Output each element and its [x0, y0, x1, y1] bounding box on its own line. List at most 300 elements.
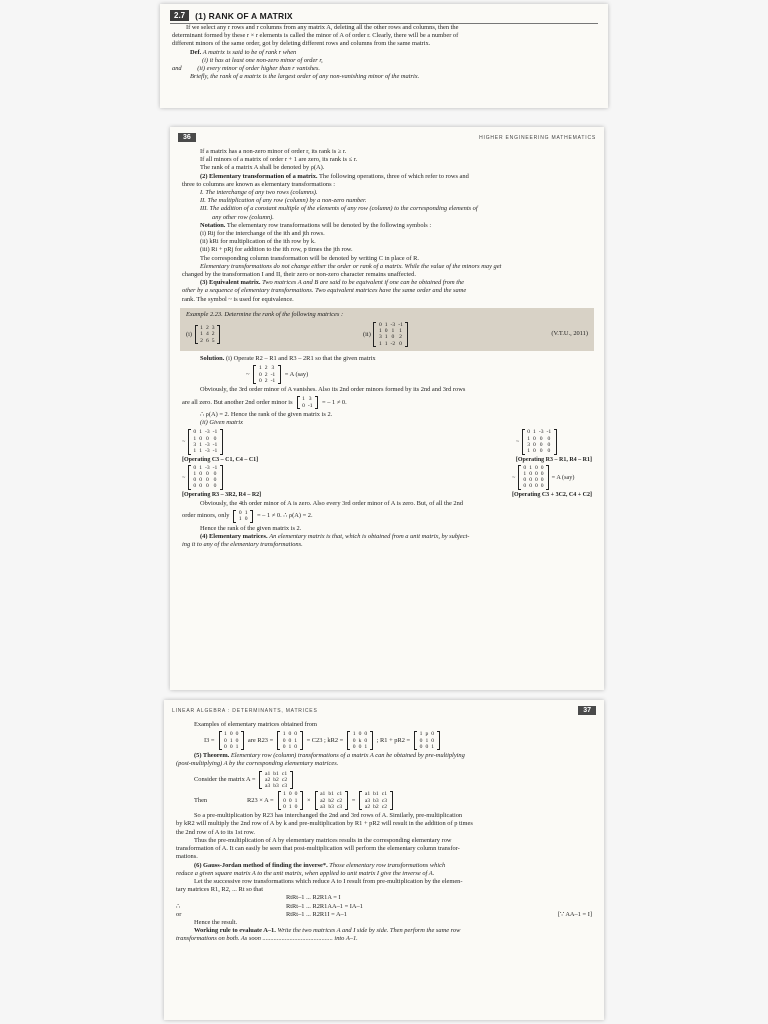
matrix-entry: 1	[199, 441, 202, 448]
part-ii-steps-1	[182, 429, 592, 462]
matrix-entry: b1	[373, 791, 379, 798]
matrix-entry: 0	[213, 435, 217, 442]
matrix-entry: 0	[213, 477, 217, 484]
ex-ii	[363, 322, 409, 347]
matrix-entry: 0	[529, 470, 532, 477]
matrix-ii	[373, 322, 408, 347]
matrix-grid	[263, 771, 288, 790]
wr-text: Write the two matrices A and I side by side. Then perform the same row	[277, 927, 461, 935]
matrix-entry: 3	[271, 365, 275, 372]
matrix-entry: 0	[419, 737, 423, 744]
examples-intro: Examples of elementary matrices obtained from	[194, 721, 317, 728]
matrix-entry: 1	[238, 516, 242, 523]
matrix-bracket-left	[518, 465, 521, 490]
matrix-row	[351, 738, 368, 744]
matrix-bracket-left	[359, 791, 362, 810]
matrix-entry: p	[425, 731, 429, 738]
eq3: RtRt–1 ... R2R1I = A–1	[286, 910, 347, 918]
op-note: [Operating C3 – C1, C4 – C1]	[182, 456, 259, 463]
matrix-entry: 0	[535, 470, 538, 477]
matrix-entry: 0	[535, 464, 538, 471]
matrix-entry: 0	[224, 743, 227, 750]
matrix-entry: 4	[205, 331, 209, 338]
eq1: RtRt–1 ... R2R1A = I	[286, 894, 341, 902]
matrix-entry: 0	[352, 737, 356, 744]
thus-line: mations.	[176, 853, 198, 861]
notation-para	[182, 222, 592, 230]
minor-ii-line	[182, 510, 592, 523]
matrix-entry: 0	[199, 435, 202, 442]
matrix-entry: 0	[540, 483, 544, 490]
matrix-entry: -2	[390, 340, 396, 347]
matrix-entry: 0	[288, 731, 292, 738]
matrix-entry: 0	[205, 470, 209, 477]
matrix-entry: 1	[364, 743, 368, 750]
matrix-entry: a3	[264, 783, 271, 790]
matrix-entry: 1	[523, 470, 527, 477]
matrix-row	[418, 744, 435, 750]
matrix-bracket-left	[278, 791, 281, 810]
rho-line: ∴ ρ(A) = 2. Hence the rank of the given matrix is 2.	[200, 410, 333, 418]
matrix-entry: 0	[288, 791, 292, 798]
matrix-bracket-right	[220, 465, 223, 490]
matrix-bracket-right	[217, 325, 220, 344]
matrix-entry: 0	[258, 377, 262, 384]
are-label: are R23 =	[247, 736, 274, 744]
equiv-text-2: other by a sequence of elementary transformations. Two equivalent matrices have the same order and the same	[182, 287, 467, 295]
matrix-entry: -3	[390, 321, 396, 328]
gauss-jordan-para	[176, 862, 592, 870]
matrix-row	[351, 731, 368, 737]
matrix-entry: 1	[224, 731, 227, 738]
matrix-entry: 0	[533, 435, 536, 442]
matrix-entry: 1	[384, 340, 388, 347]
matrix-entry: b2	[373, 803, 379, 810]
matrix-entry: -3	[205, 429, 210, 436]
op-note: [Operating R3 – R1, R4 – R1]	[515, 456, 592, 463]
definition-line	[172, 49, 596, 57]
matrix-entry: b2	[328, 797, 334, 804]
matrix-row	[363, 804, 388, 810]
matrix-entry: 1	[199, 464, 202, 471]
matrix-entry: 1	[419, 731, 423, 738]
matrix-entry: c2	[336, 797, 343, 804]
eq2-line	[176, 903, 592, 911]
matrix-entry: 2	[264, 371, 268, 378]
matrix-entry: 2	[399, 334, 402, 341]
matrix-step-1	[188, 429, 223, 454]
minor-ii-eq: = – 1 ≠ 0. ∴ ρ(A) = 2.	[256, 512, 313, 520]
matrix-entry: 2	[211, 331, 215, 338]
matrix-entry: 0	[535, 483, 538, 490]
example-matrices-row	[186, 322, 588, 347]
example-source: (V.T.U., 2011)	[551, 330, 588, 338]
matrix-entry: 0	[364, 731, 368, 738]
matrix-entry: 0	[258, 371, 262, 378]
matrix-entry: 1	[533, 429, 536, 436]
notation-item: (iii) Ri + pRj for addition to the ith row, p times the jth row.	[200, 246, 353, 254]
matrix-row	[263, 783, 288, 789]
matrix-entry: -1	[212, 441, 218, 448]
theorem-para	[176, 752, 592, 760]
matrix-entry: 0	[238, 509, 242, 516]
c23-label: = C23 ; kR2 =	[306, 736, 344, 744]
step-1: ~ 0 1 -3 -1 1 0 0 0 3 1 -3 -1 1 1 -3 -1 [Operating C3 – C1, C4 – C1]	[182, 429, 259, 463]
matrix-entry: 1	[283, 791, 286, 798]
matrix-entry: 0	[199, 477, 202, 484]
matrix-entry: c1	[336, 791, 343, 798]
matrix-row	[526, 429, 553, 435]
matrix-entry: 0	[547, 435, 551, 442]
eq3-line	[176, 911, 592, 919]
matrix-row	[363, 791, 388, 797]
section-title: (1) RANK OF A MATRIX	[195, 10, 293, 21]
obviously-line-2: are all zero. But another 2nd order minor is	[182, 398, 293, 406]
matrix-bracket-left	[188, 429, 191, 454]
matrix-i	[195, 325, 220, 344]
matrix-bracket-right	[554, 429, 557, 454]
matrix-entry: 1	[529, 464, 532, 471]
matrix-row	[257, 365, 276, 371]
matrix-bracket-right	[390, 791, 393, 810]
matrix-entry: 0	[229, 731, 233, 738]
matrix-row	[377, 334, 404, 340]
paragraph-line: If we select any r rows and r columns from any matrix A, deleting all the other rows and columns, then the	[186, 24, 459, 31]
matrix-grid	[199, 325, 216, 344]
matrix-entry: a2	[364, 803, 371, 810]
matrix-entry: b1	[273, 770, 279, 777]
matrix-entry: 1	[527, 448, 531, 455]
matrix-entry: 3	[527, 441, 531, 448]
matrix-row	[257, 372, 276, 378]
matrix-entry: -3	[205, 448, 210, 455]
matrix-entry: 3	[378, 334, 382, 341]
i3-label: I3 =	[204, 736, 215, 744]
section-heading	[170, 10, 598, 21]
matrix-entry: -3	[205, 464, 210, 471]
matrix-entry: 0	[431, 731, 435, 738]
matrix-entry: 1	[193, 448, 197, 455]
matrix-row	[192, 465, 219, 471]
op-item: I. The interchange of any two rows (columns).	[200, 189, 318, 197]
minor-eq: = – 1 ≠ 0.	[322, 398, 347, 406]
matrix-entry: 0	[358, 731, 362, 738]
matrix-entry: c3	[336, 803, 343, 810]
matrix-step-3	[188, 465, 223, 490]
therefore: ∴	[176, 902, 181, 910]
matrix-entry: 6	[205, 337, 209, 344]
matrix-entry: -1	[398, 321, 403, 328]
matrix-row	[282, 791, 299, 797]
matrix-grid	[257, 365, 276, 384]
matrix-bracket-right	[220, 429, 223, 454]
matrix-entry: a2	[264, 776, 271, 783]
matrix-entry: 1	[244, 509, 248, 516]
matrix-entry: a1	[364, 791, 371, 798]
elementary-examples-row	[204, 731, 592, 750]
matrix-row	[282, 804, 299, 810]
ex-i	[186, 325, 221, 344]
matrix-r23	[277, 731, 302, 750]
matrix-entry: 0	[399, 340, 402, 347]
op-item: II. The multiplication of any row (column) by a non-zero number.	[200, 197, 367, 205]
matrix-grid	[237, 510, 249, 523]
def-item-i: (i) it has at least one non-zero minor of order r,	[202, 56, 323, 64]
matrix-bracket-right	[290, 771, 293, 790]
minor-2x2	[297, 396, 318, 409]
matrix-entry: 0	[288, 797, 292, 804]
matrix-entry: 0	[539, 435, 543, 442]
op-item: any other row (column).	[212, 213, 274, 221]
step-2: ~ 0 1 -3 -1 1 0 0 0 3 0 0 0 1 0 0 0 [Operating R3 – R1, R4 – R1]	[515, 429, 592, 463]
matrix-entry: 0	[523, 483, 527, 490]
matrix-grid	[192, 465, 219, 490]
matrix-entry: 0	[229, 743, 233, 750]
matrix-entry: 0	[199, 483, 202, 490]
matrix-kr2	[347, 731, 372, 750]
matrix-row	[192, 436, 219, 442]
matrix-row	[281, 731, 298, 737]
matrix-bracket-right	[300, 791, 303, 810]
equation-a: ~ 1 2 3 0 2 -1 0 2 -1 = A (say)	[246, 365, 309, 384]
matrix-row	[281, 738, 298, 744]
obviously-line: Obviously, the 3rd order minor of A vanishes. Also its 2nd order minors formed by its 2nd and 3rd rows	[200, 386, 466, 394]
matrix-row	[192, 429, 219, 435]
matrix-grid	[281, 731, 298, 750]
matrix-entry: 0	[288, 737, 292, 744]
matrix-row	[223, 731, 240, 737]
matrix-entry: 0	[547, 448, 551, 455]
def-label: Def.	[190, 48, 202, 56]
matrix-bracket-right	[437, 731, 440, 750]
matrix-bracket-right	[546, 465, 549, 490]
matrix-row	[377, 341, 404, 347]
ex-ii-label: (ii)	[363, 330, 371, 338]
matrix-row	[522, 483, 545, 489]
matrix-bracket-left	[373, 322, 376, 347]
part-ii-label: (ii) Given matrix	[200, 419, 243, 427]
equiv-text: Two matrices A and B are said to be equivalent if one can be obtained from the	[262, 279, 465, 287]
rank-line: If a matrix has a non-zero minor of order r, its rank is ≥ r.	[200, 148, 347, 155]
matrix-entry: 0	[384, 328, 388, 335]
matrix-entry: 0	[527, 429, 531, 436]
thm-head: (5) Theorem.	[194, 752, 230, 760]
matrix-entry: 0	[213, 483, 217, 490]
matrix-entry: 0	[205, 435, 209, 442]
matrix-step-2	[522, 429, 557, 454]
running-head-text: HIGHER ENGINEERING MATHEMATICS	[479, 134, 596, 141]
matrix-entry: c2	[281, 776, 288, 783]
matrix-bracket-left	[522, 429, 525, 454]
matrix-entry: 0	[235, 731, 239, 738]
matrix-entry: a3	[364, 797, 371, 804]
running-header	[178, 133, 596, 142]
matrix-row	[281, 744, 298, 750]
elem-note: changed by the transformation I and II, their zero or non-zero character remains unaffected.	[182, 271, 416, 279]
matrix-bracket-left	[188, 465, 191, 490]
matrix-entry: 1	[288, 743, 292, 750]
matrix-entry: k	[358, 737, 362, 744]
eq-a2: = A (say)	[551, 473, 575, 481]
matrix-grid	[526, 429, 553, 454]
thus-line: Thus the pre-multiplication of A by elementary matrices results in the corresponding elementary row	[194, 836, 452, 844]
matrix-entry: 3	[211, 325, 215, 331]
matrix-entry: 0	[529, 483, 532, 490]
gj-text-2: reduce a given square matrix A to the unit matrix, when applied to unit matrix I give the inverse of A.	[176, 869, 435, 877]
matrix-entry: 0	[193, 477, 197, 484]
gj-text-3: Let the successive row transformations which reduce A to I result from pre-multiplication by the elemen-	[194, 877, 463, 885]
matrix-entry: 1	[431, 743, 435, 750]
matrix-grid	[192, 429, 219, 454]
matrix-bracket-right	[278, 365, 281, 384]
op-note: [Operating C3 + 3C2, C4 + C2]	[512, 491, 592, 498]
matrix-entry: 1	[200, 325, 203, 331]
eq-a: = A (say)	[284, 370, 309, 378]
matrix-entry: 1	[384, 334, 388, 341]
matrix-entry: c1	[381, 791, 387, 798]
matrix-entry: -1	[546, 429, 552, 436]
r23a-label: R23 × A =	[247, 796, 274, 804]
matrix-entry: 0	[540, 470, 544, 477]
matrix-result	[359, 791, 392, 810]
ex-i-label: (i)	[186, 330, 193, 338]
matrix-entry: 0	[294, 803, 298, 810]
matrix-r1pr2	[414, 731, 439, 750]
matrix-entry: 0	[193, 483, 197, 490]
solution-text: (i) Operate R2 – R1 and R3 – 2R1 so that the given matrix	[225, 355, 376, 363]
thus-line: transformation of A. It can easily be seen that post-multiplication will perform the elementary column transfor-	[176, 845, 460, 853]
op-item: III. The addition of a constant multiple of the elements of any row (column) to the corresponding elements of	[200, 205, 478, 213]
equiv-head: (3) Equivalent matrix.	[200, 279, 261, 287]
matrix-bracket-left	[259, 771, 262, 790]
matrix-entry: 0	[425, 743, 429, 750]
elem-head: (2) Elementary transformation of a matrix.	[200, 172, 318, 180]
paragraph-line: different minors of the same order, got by deleting different rows and columns from the same matrix.	[172, 40, 431, 48]
notation-text: The elementary row transformations will be denoted by the following symbols :	[226, 221, 432, 229]
matrix-entry: 1	[399, 328, 402, 335]
matrix-entry: 1	[384, 321, 388, 328]
notation-label: Notation.	[200, 221, 226, 229]
matrix-entry: 0	[213, 470, 217, 477]
matrix-entry: 0	[302, 402, 305, 409]
matrix-row	[301, 403, 314, 409]
matrix-entry: -3	[205, 441, 210, 448]
matrix-entry: 0	[244, 516, 248, 523]
part-ii-steps-2	[182, 465, 592, 498]
eq2: RtRt–1 ... R2R1AA–1 = IA–1	[286, 902, 363, 910]
matrix-entry: c1	[281, 770, 288, 777]
matrix-entry: b3	[373, 797, 379, 804]
hence-result: Hence the result.	[194, 918, 238, 926]
matrix-entry: 1	[229, 737, 233, 744]
matrix-entry: b2	[273, 776, 279, 783]
matrix-grid	[418, 731, 435, 750]
matrix-row	[192, 483, 219, 489]
thm-text: Elementary row (column) transformations of a matrix A can be obtained by pre-multiplying	[230, 752, 465, 760]
matrix-entry: 0	[539, 441, 543, 448]
matrix-row	[192, 448, 219, 454]
matrix-entry: 0	[358, 743, 362, 750]
elementary-matrices-para	[182, 533, 592, 541]
then-line	[194, 791, 592, 810]
solution-line	[182, 355, 592, 363]
matrix-row	[319, 791, 344, 797]
rank-line: If all minors of a matrix of order r + 1 are zero, its rank is ≤ r.	[200, 156, 358, 164]
matrix-entry: 1	[199, 448, 202, 455]
matrix-row	[418, 731, 435, 737]
def-item-ii-text: (ii) every minor of order higher than r vanishes.	[197, 65, 320, 73]
matrix-entry: 3	[308, 396, 312, 403]
elem-text: The following operations, three of which refer to rows and	[318, 172, 469, 180]
example-box	[180, 308, 594, 351]
matrix-r23-b	[278, 791, 303, 810]
matrix-entry: -1	[270, 371, 276, 378]
matrix-entry: 1	[282, 731, 286, 738]
equals-sign: =	[351, 796, 356, 804]
solution-label: Solution.	[200, 355, 225, 363]
matrix-bracket-right	[300, 731, 303, 750]
matrix-entry: 1	[199, 429, 202, 436]
matrix-entry: 0	[294, 731, 298, 738]
matrix-entry: 1	[294, 737, 298, 744]
matrix-entry: 0	[282, 737, 286, 744]
consider-line	[194, 771, 592, 790]
matrix-entry: a1	[264, 770, 271, 777]
equivalent-matrix-para	[182, 279, 592, 287]
matrix-entry: 0	[224, 737, 227, 744]
matrix-grid	[377, 322, 404, 347]
page-36	[170, 127, 604, 690]
order-minors: order minors, only	[182, 512, 230, 520]
matrix-entry: a1	[320, 791, 326, 798]
matrix-bracket-left	[414, 731, 417, 750]
hence-ii: Hence the rank of the given matrix is 2.	[200, 524, 302, 532]
times-sign: ×	[306, 796, 311, 804]
matrix-bracket-left	[315, 791, 318, 810]
gj-text: Those elementary row transformations which	[329, 861, 446, 869]
matrix-abc	[259, 771, 292, 790]
matrix-entry: -1	[270, 377, 276, 384]
matrix-grid	[363, 791, 388, 810]
matrix-entry: 1	[391, 328, 395, 335]
matrix-entry: c3	[281, 783, 288, 790]
rank-line: The rank of a matrix A shall be denoted by ρ(A).	[200, 164, 325, 172]
matrix-bracket-right	[241, 731, 244, 750]
matrix-grid	[351, 731, 368, 750]
matrix-entry: 1	[378, 328, 382, 335]
matrix-entry: 0	[529, 477, 532, 484]
matrix-entry: -1	[212, 429, 218, 436]
matrix-entry: 1	[258, 365, 262, 372]
page-number: 36	[178, 133, 196, 142]
page-37	[164, 700, 604, 1020]
premult-line: the 2nd row of A to its 1st row.	[176, 828, 255, 836]
def-text: A matrix is said to be of rank r when	[202, 48, 297, 56]
matrix-bracket-right	[250, 510, 253, 523]
elem-text-2: three to columns are known as elementary transformations :	[182, 180, 335, 188]
matrix-entry: 1	[288, 803, 292, 810]
gj-text-4: tary matrices R1, R2, ... Rt so that	[176, 886, 263, 894]
step-3: ~ 0 1 -3 -1 1 0 0 0 0 0 0 0 0 0 0 0 [Operating R3 – 3R2, R4 – R2]	[182, 464, 262, 498]
matrix-entry: 0	[352, 743, 356, 750]
matrix-bracket-left	[253, 365, 256, 384]
matrix-entry: a2	[320, 797, 326, 804]
matrix-entry: 0	[431, 737, 435, 744]
matrix-entry: -1	[212, 448, 218, 455]
matrix-entry: 0	[193, 429, 197, 436]
matrix-bracket-right	[370, 731, 373, 750]
matrix-abc-b	[315, 791, 348, 810]
